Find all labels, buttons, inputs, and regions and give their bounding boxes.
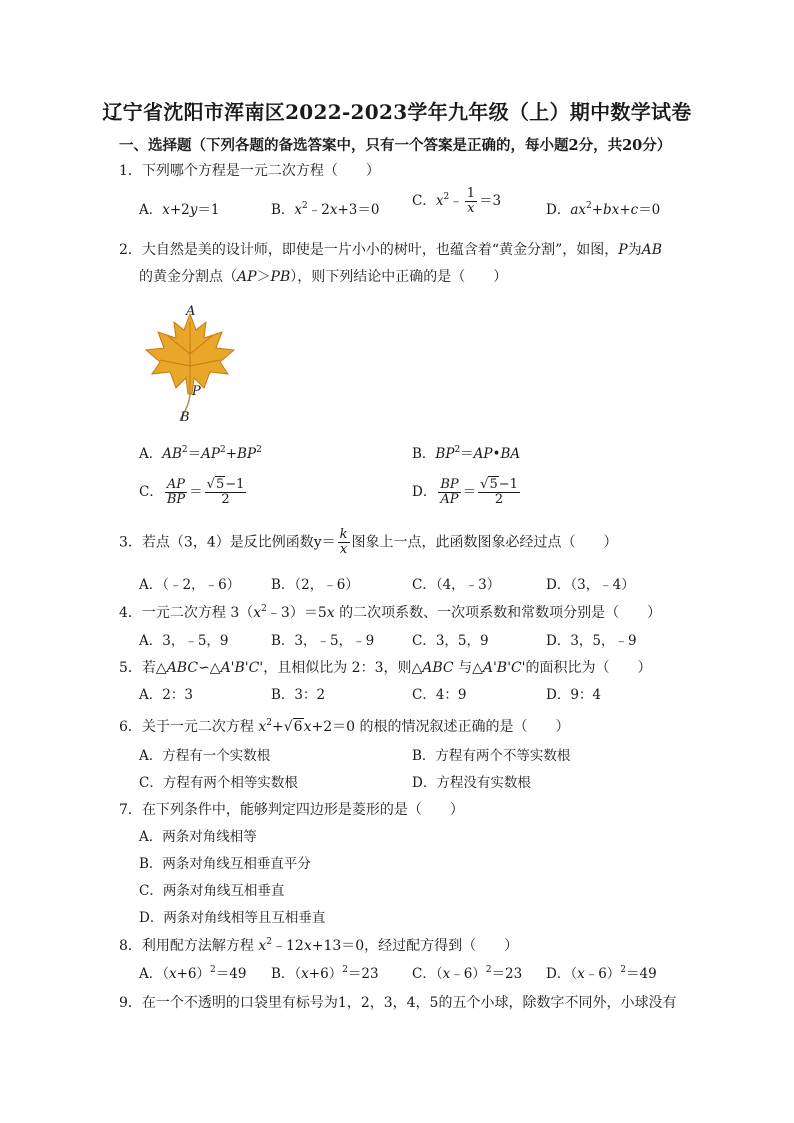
question-2-option-a: A．$AB^2=AP^2+BP^2$ — [139, 445, 262, 462]
question-3-option-a: A．（﹣2，﹣6） — [139, 577, 241, 593]
question-6-option-b: B．方程有两个不等实数根 — [412, 748, 571, 764]
fraction: $\frac{1}{x}$ — [466, 186, 475, 216]
question-8-option-a: A．$(x+6)^2=49$ — [139, 965, 247, 982]
figure-label-p: P — [192, 384, 201, 399]
question-4-option-c: C．3，5，9 — [412, 633, 489, 649]
question-7-option-c: C．两条对角线互相垂直 — [139, 883, 285, 899]
question-5-stem: 5．若△ABC∽△A'B'C'，且相似比为 2：3，则△ABC 与△A'B'C'的面积比为（ ） — [119, 660, 652, 676]
maple-leaf-figure — [140, 302, 240, 426]
question-8-stem: 8．利用配方法解方程 $x^2﹣12x+13=0$，经过配方得到（ ） — [119, 937, 519, 954]
question-4-option-d: D．3，5，﹣9 — [546, 633, 637, 649]
fraction: $\frac{BP}{AP}$ — [440, 477, 459, 507]
question-4-option-a: A．3，﹣5，9 — [139, 633, 229, 649]
section-heading: 一、选择题（下列各题的备选答案中，只有一个答案是正确的，每小题2分，共20分） — [119, 137, 672, 154]
question-2-option-c: C． $\frac{AP}{BP}$ ＝ $\frac{√5-1}{2}$ — [139, 477, 245, 507]
question-6-stem: 6．关于一元二次方程 $x^2+√6x+2=0$ 的根的情况叙述正确的是（ ） — [119, 718, 570, 735]
question-4-stem: 4．一元二次方程 $3(x^2﹣3)=5x$ 的二次项系数、一次项系数和常数项分别是（ ） — [119, 604, 662, 621]
question-5-option-b: B．3：2 — [271, 687, 326, 703]
question-3-option-c: C．（4，﹣3） — [412, 577, 501, 593]
question-1-option-b: B．$x^2﹣2x+3=0$ — [271, 201, 380, 218]
question-7-option-a: A．两条对角线相等 — [139, 829, 257, 845]
question-1-option-c: C．$x^2﹣$ $\frac{1}{x}$ ＝3 — [412, 186, 502, 216]
question-5-option-c: C．4：9 — [412, 687, 467, 703]
question-2-stem-line-2: 的黄金分割点（AP＞PB），则下列结论中正确的是（ ） — [139, 269, 508, 285]
figure-label-b: B — [180, 410, 190, 425]
fraction: $\frac{√5-1}{2}$ — [206, 477, 245, 507]
fraction: $\frac{k}{x}$ — [339, 527, 348, 557]
question-7-option-b: B．两条对角线互相垂直平分 — [139, 856, 311, 872]
question-7-option-d: D．两条对角线相等且互相垂直 — [139, 910, 326, 926]
question-1-stem: 1．下列哪个方程是一元二次方程（ ） — [119, 163, 380, 179]
question-7-stem: 7．在下列条件中，能够判定四边形是菱形的是（ ） — [119, 802, 464, 818]
question-2-option-b: B．$BP^2=AP•BA$ — [412, 445, 521, 462]
question-6-option-d: D．方程没有实数根 — [412, 775, 531, 791]
question-3-option-b: B．（2，﹣6） — [271, 577, 359, 593]
question-1-option-d: D．$ax^2+bx+c=0$ — [546, 201, 661, 218]
page-title: 辽宁省沈阳市浑南区2022-2023学年九年级（上）期中数学试卷 — [102, 100, 692, 124]
question-2-stem-line-1: 2．大自然是美的设计师，即使是一片小小的树叶，也蕴含着“黄金分割”，如图，P为AB — [119, 242, 663, 258]
question-9-stem: 9．在一个不透明的口袋里有标号为1，2，3，4，5的五个小球，除数字不同外，小球没有 — [119, 995, 677, 1011]
question-8-option-d: D．（x﹣6）$^2$＝49 — [546, 965, 657, 982]
fraction: $\frac{√5-1}{2}$ — [480, 477, 518, 507]
question-3-option-d: D．（3，﹣4） — [546, 577, 635, 593]
question-3-stem: 3．若点（3，4）是反比例函数y＝ $\frac{k}{x}$ 图象上一点，此函数图象必经过点（ ） — [119, 527, 618, 557]
question-5-option-d: D．9：4 — [546, 687, 602, 703]
fraction: $\frac{AP}{BP}$ — [166, 477, 186, 507]
question-1-option-a: A．x+2y＝1 — [139, 202, 220, 218]
question-4-option-b: B．3，﹣5，﹣9 — [271, 633, 375, 649]
question-8-option-c: C．（x﹣6）$^2$＝23 — [412, 965, 523, 982]
figure-label-a: A — [186, 304, 196, 319]
question-6-option-a: A．方程有一个实数根 — [139, 748, 271, 764]
question-2-option-d: D． $\frac{BP}{AP}$ ＝ $\frac{√5-1}{2}$ — [412, 477, 518, 507]
question-6-option-c: C．方程有两个相等实数根 — [139, 775, 298, 791]
question-5-option-a: A．2：3 — [139, 687, 193, 703]
question-8-option-b: B．$(x+6)^2=23$ — [271, 965, 379, 982]
